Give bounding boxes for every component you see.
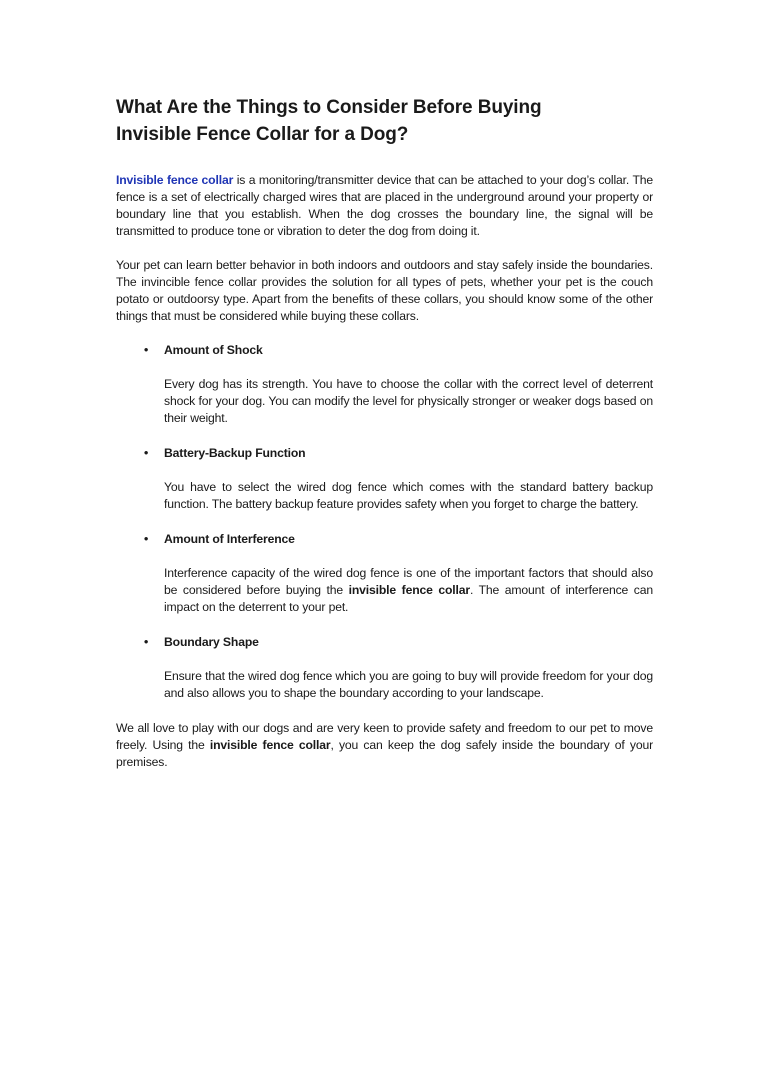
bullet-icon: • xyxy=(144,446,149,460)
bullet-item-interference xyxy=(116,531,653,616)
intro-paragraph xyxy=(116,172,653,240)
bullet-icon: • xyxy=(144,532,149,546)
bullet-heading-text: Battery-Backup Function xyxy=(164,446,306,460)
bullet-body xyxy=(116,565,653,616)
bullet-heading xyxy=(116,445,653,462)
bullet-body: You have to select the wired dog fence which comes with the standard battery backup function. The battery backup feature provides safety when you forget to charge the battery. xyxy=(164,480,653,511)
second-paragraph: Your pet can learn better behavior in both indoors and outdoors and stay safely inside the boundaries. The invincible fence collar provides the solution for all types of pets, whether your pet is the couch potato or outdoorsy type. Apart from the benefits of these collars, you should know some of the other things that must be considered while buying these collars. xyxy=(116,258,653,323)
bullet-heading xyxy=(116,531,653,548)
title-line-2: Invisible Fence Collar for a Dog? xyxy=(116,124,409,145)
bullet-icon: • xyxy=(144,635,149,649)
bullet-body-text: Interference capacity of the wired dog fence is one of the important factors that should also be considered before buying the xyxy=(164,566,653,597)
bullet-heading-text: Amount of Interference xyxy=(164,532,295,546)
bullet-item-boundary xyxy=(116,634,653,702)
bullet-body: Every dog has its strength. You have to choose the collar with the correct level of deterrent shock for your dog. You can modify the level for physically stronger or weaker dogs based on their weight. xyxy=(164,377,653,425)
keyword-invisible-fence-collar: invisible fence collar xyxy=(209,738,331,752)
title-line-1: What Are the Things to Consider Before Buying xyxy=(116,97,542,118)
bullet-heading-text: Boundary Shape xyxy=(164,635,259,649)
bullet-body-text: . The amount of interference can impact on the deterrent to your pet. xyxy=(164,583,654,614)
bullet-body: Ensure that the wired dog fence which you are going to buy will provide freedom for your dog and also allows you to shape the boundary according to your landscape. xyxy=(164,669,653,700)
closing-text: , you can keep the dog safely inside the boundary of your premises. xyxy=(116,738,654,769)
bullet-item-battery xyxy=(116,445,653,513)
intro-text: is a monitoring/transmitter device that can be attached to your dog’s collar. The fence is a set of electrically charged wires that are placed in the underground around your property or boundary line that you establish. When the dog crosses the boundary line, the signal will be transmitted to produce tone or vibration to deter the dog from doing it. xyxy=(116,173,653,238)
intro-link-text[interactable]: Invisible fence collar xyxy=(116,173,234,187)
bullet-heading-text: Amount of Shock xyxy=(164,343,263,357)
document-title xyxy=(116,94,653,148)
document-page xyxy=(116,94,653,788)
bullet-heading xyxy=(116,342,653,359)
bullet-heading xyxy=(116,634,653,651)
closing-text: We all love to play with our dogs and are very keen to provide safety and freedom to our pet to move freely. Using the xyxy=(116,721,653,752)
bullet-icon: • xyxy=(144,343,149,357)
closing-paragraph xyxy=(116,720,653,771)
keyword-invisible-fence-collar: invisible fence collar xyxy=(348,583,470,597)
bullet-item-shock xyxy=(116,342,653,427)
